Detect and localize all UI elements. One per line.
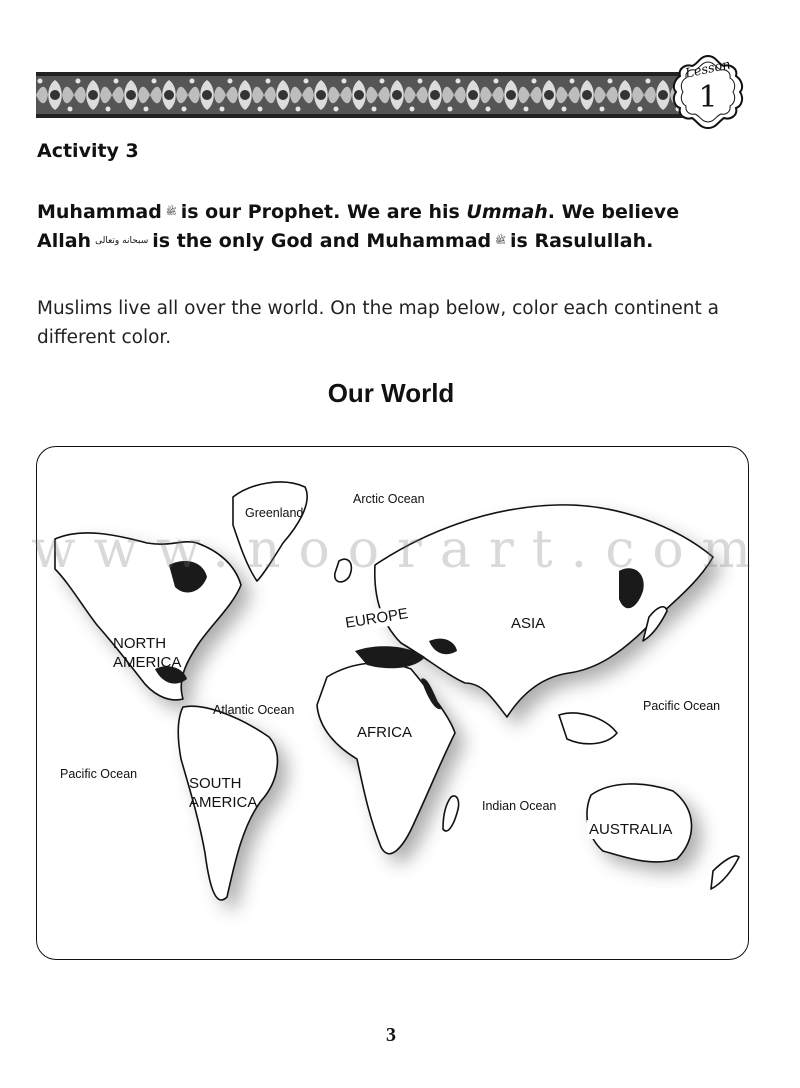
instruction-text: Muslims live all over the world. On the map below, color each continent a different color.	[37, 298, 719, 348]
belief-statement	[37, 198, 757, 256]
salawat-symbol: ﷺ	[165, 207, 177, 217]
subhanahu-symbol: سبحانه وتعالى	[95, 236, 149, 246]
statement-line-1	[37, 198, 757, 227]
madagascar-shape	[443, 796, 459, 831]
ornamental-banner	[36, 72, 686, 118]
statement-text: is our Prophet. We are his	[180, 201, 460, 223]
label-south-america-line2: AMERICA	[189, 794, 258, 811]
label-australia: AUSTRALIA	[589, 821, 673, 838]
southeast-asia-islands-shape	[559, 713, 617, 744]
label-pacific-ocean-west: Pacific Ocean	[60, 767, 138, 781]
label-africa: AFRICA	[357, 724, 413, 741]
lesson-label: Lesson	[684, 57, 732, 82]
page-number: 3	[386, 1024, 396, 1046]
label-north-america	[113, 634, 181, 672]
salawat-symbol: ﷺ	[495, 236, 507, 246]
label-atlantic-ocean: Atlantic Ocean	[213, 703, 295, 717]
watermark: www.noorart.com	[31, 520, 769, 580]
label-north-america-line1: NORTH	[113, 635, 167, 652]
label-asia: ASIA	[511, 615, 546, 632]
map-title: Our World	[327, 378, 455, 408]
statement-text: . We believe	[547, 201, 680, 223]
label-europe: EUROPE	[342, 604, 412, 633]
statement-text: Muhammad	[37, 201, 162, 223]
statement-text: Allah	[37, 230, 92, 252]
new-zealand-shape	[711, 856, 739, 889]
label-indian-ocean: Indian Ocean	[482, 799, 557, 813]
label-arctic-ocean: Arctic Ocean	[353, 492, 425, 506]
label-south-america-line1: SOUTH	[189, 775, 242, 792]
activity-heading: Activity 3	[37, 140, 139, 162]
statement-text: is the only God and Muhammad	[152, 230, 492, 252]
label-south-america	[189, 774, 257, 812]
lesson-number: 1	[698, 80, 718, 115]
statement-line-2	[37, 227, 757, 256]
label-north-america-line2: AMERICA	[113, 654, 182, 671]
statement-emphasis: Ummah	[466, 201, 548, 223]
statement-text: is Rasulullah.	[510, 230, 654, 252]
label-greenland: Greenland	[245, 506, 304, 520]
label-pacific-ocean-east: Pacific Ocean	[643, 699, 721, 713]
africa-shape	[317, 663, 455, 854]
